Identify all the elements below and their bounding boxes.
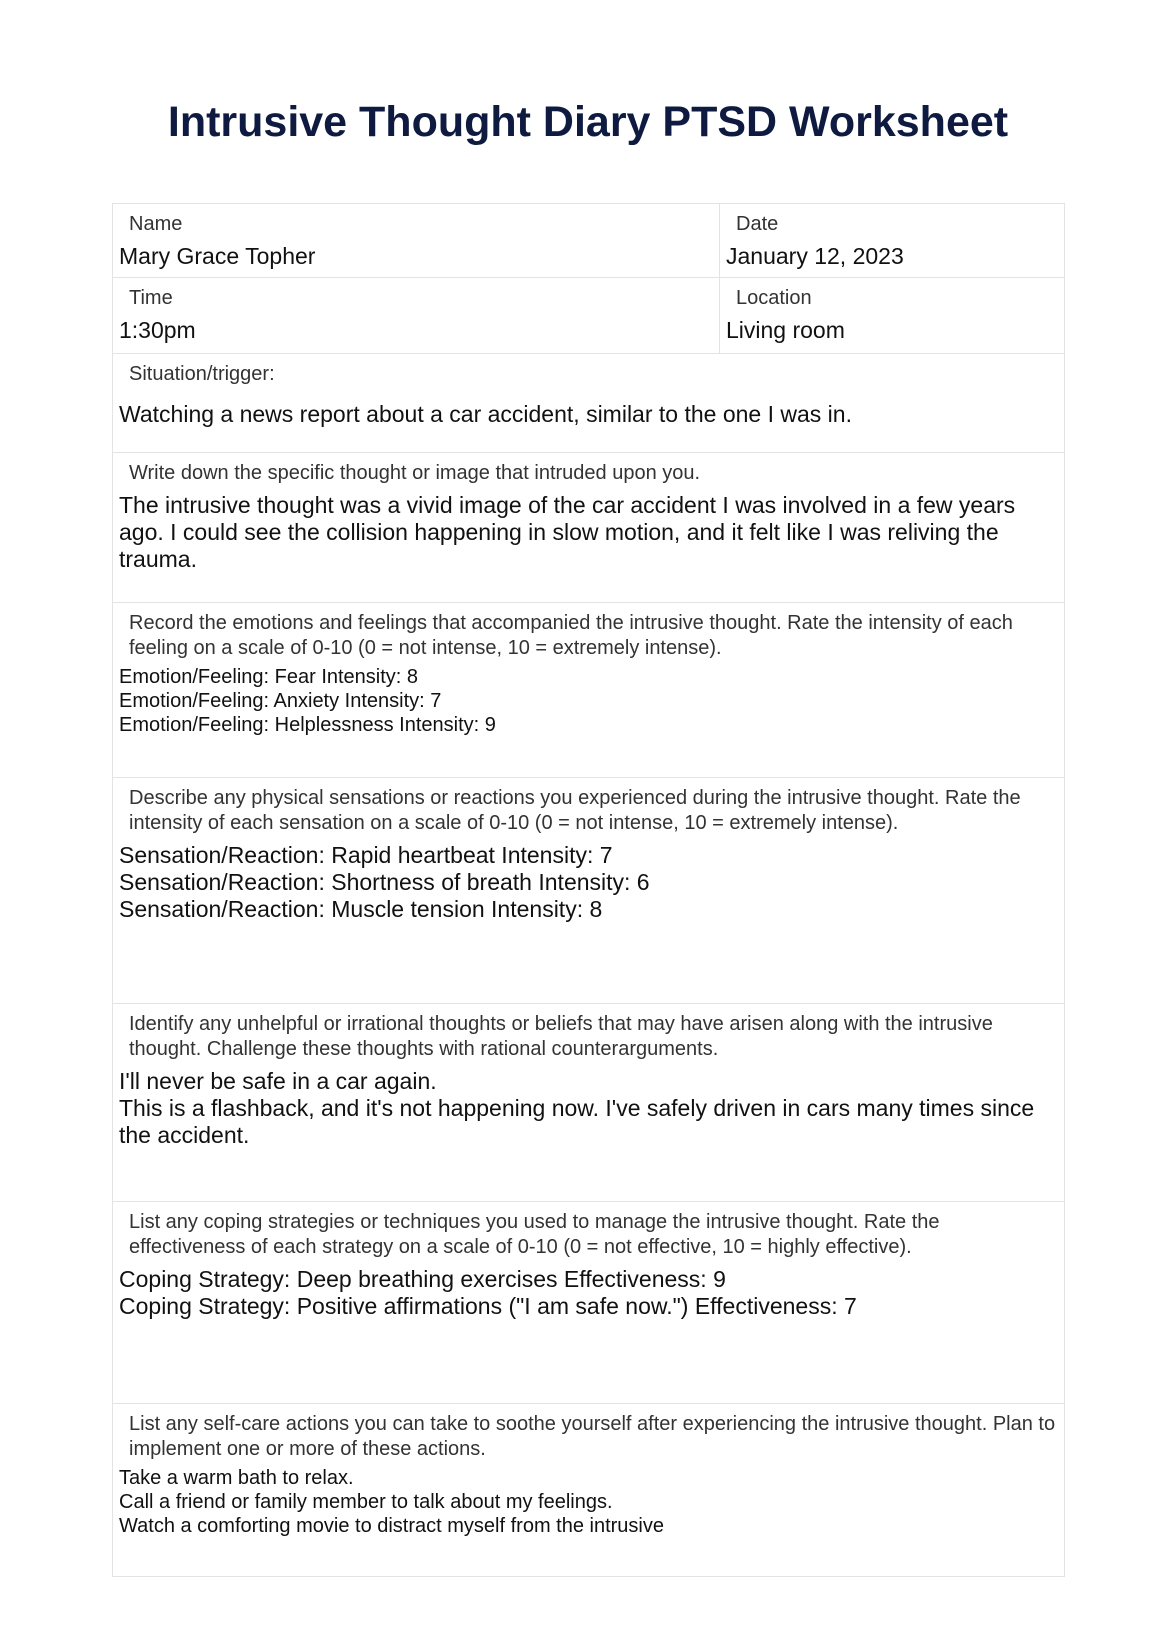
worksheet-table (112, 203, 1065, 1577)
response-line: I'll never be safe in a car again. (119, 1068, 437, 1094)
section-cell (113, 453, 1064, 602)
section-prompt: Write down the specific thought or image that intruded upon you. (129, 462, 701, 484)
section-cell (113, 603, 1064, 777)
time-label: Time (129, 287, 173, 309)
date-label: Date (736, 213, 779, 235)
response-line: Emotion/Feeling: Helplessness Intensity: 9 (119, 714, 496, 736)
name-label: Name (129, 213, 183, 235)
section-cell (113, 1004, 1064, 1201)
response-line: Coping Strategy: Positive affirmations ("I am safe now.") Effectiveness: 7 (119, 1293, 857, 1319)
response-line: This is a flashback, and it's not happening now. I've safely driven in cars many times since the accident. (119, 1095, 1035, 1148)
section-response (119, 401, 1058, 428)
response-line: Call a friend or family member to talk about my feelings. (119, 1491, 613, 1513)
section-prompt: Identify any unhelpful or irrational thoughts or beliefs that may have arisen along with the intrusive thought. Challenge these thoughts with rational counterarguments. (129, 1013, 993, 1060)
section-prompt: Record the emotions and feelings that accompanied the intrusive thought. Rate the intensity of each feeling on a scale of 0-10 (0 = not intense, 10 = extremely intense). (129, 612, 1013, 659)
date-cell (720, 204, 1064, 277)
response-line: Emotion/Feeling: Anxiety Intensity: 7 (119, 690, 442, 712)
section-response (119, 1466, 1058, 1538)
section-response (119, 492, 1058, 573)
response-line: Sensation/Reaction: Muscle tension Intensity: 8 (119, 896, 603, 922)
response-line: Coping Strategy: Deep breathing exercises Effectiveness: 9 (119, 1266, 726, 1292)
section-prompt: List any self-care actions you can take to soothe yourself after experiencing the intrusive thought. Plan to implement one or more of these actions. (129, 1413, 1056, 1460)
section-prompt: Situation/trigger: (129, 363, 275, 385)
name-value: Mary Grace Topher (119, 243, 316, 269)
response-line: The intrusive thought was a vivid image of the car accident I was involved in a few years ago. I could see the collision happening in slow motion, and it felt like I was reliving the trauma. (119, 492, 1016, 572)
section-row (113, 1202, 1064, 1404)
section-cell (113, 354, 1064, 452)
name-cell (113, 204, 720, 277)
time-cell (113, 278, 720, 353)
location-cell (720, 278, 1064, 353)
section-row (113, 778, 1064, 1004)
date-value: January 12, 2023 (726, 243, 904, 269)
section-row (113, 603, 1064, 778)
response-line: Watch a comforting movie to distract myself from the intrusive (119, 1515, 664, 1537)
location-value: Living room (726, 317, 845, 343)
section-cell (113, 1202, 1064, 1403)
section-cell (113, 1404, 1064, 1576)
section-row (113, 453, 1064, 603)
section-row (113, 1004, 1064, 1202)
response-line: Take a warm bath to relax. (119, 1467, 354, 1489)
section-row (113, 1404, 1064, 1576)
response-line: Sensation/Reaction: Rapid heartbeat Intensity: 7 (119, 842, 613, 868)
section-response (119, 665, 1058, 737)
section-row (113, 354, 1064, 453)
section-response (119, 1068, 1058, 1149)
name-date-row (113, 204, 1064, 278)
location-label: Location (736, 287, 812, 309)
section-prompt: Describe any physical sensations or reactions you experienced during the intrusive thought. Rate the intensity of each sensation on a scale of 0-10 (0 = not intense, 10 = extremely intense). (129, 787, 1021, 834)
response-line: Sensation/Reaction: Shortness of breath Intensity: 6 (119, 869, 650, 895)
section-prompt: List any coping strategies or techniques you used to manage the intrusive thought. Rate the effectiveness of each strategy on a scale of 0-10 (0 = not effective, 10 = highly effective). (129, 1211, 940, 1258)
time-value: 1:30pm (119, 317, 196, 343)
response-line: Watching a news report about a car accident, similar to the one I was in. (119, 401, 852, 427)
section-cell (113, 778, 1064, 1003)
response-line: Emotion/Feeling: Fear Intensity: 8 (119, 666, 419, 688)
time-location-row (113, 278, 1064, 354)
section-response (119, 842, 1058, 923)
page-title: Intrusive Thought Diary PTSD Worksheet (167, 98, 1009, 146)
section-response (119, 1266, 1058, 1320)
